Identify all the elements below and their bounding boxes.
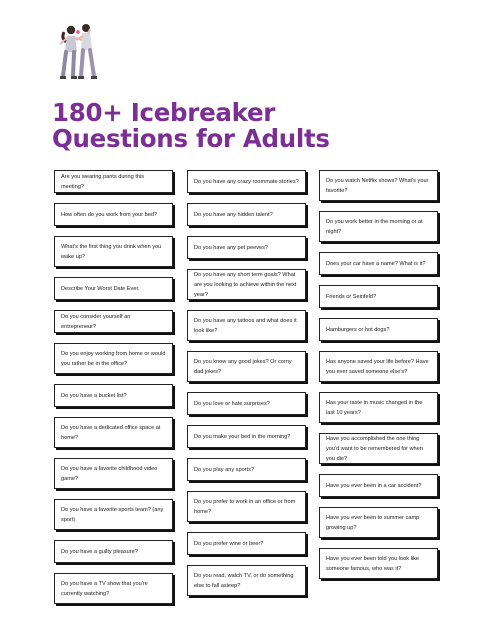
question-text: Hamburgers or hot dogs? (326, 326, 390, 333)
page-title (52, 100, 330, 152)
question-text: Have you accomplished the one thing you'd want to be remembered for when you die? (326, 435, 423, 462)
question-text: Describe Your Worst Date Ever. (61, 285, 140, 292)
question-text: Do you have any crazy roommate stories? (194, 178, 299, 185)
question-card (54, 236, 173, 267)
question-text: Does your car have a name? What is it? (326, 260, 426, 267)
question-text: Do you work better in the morning or at night? (326, 218, 423, 235)
question-card (319, 548, 438, 579)
question-text: Do you have a bucket list? (61, 392, 127, 399)
question-card (187, 532, 306, 555)
question-card (319, 170, 438, 201)
question-text: Do you have a TV show that you're currently watching? (61, 580, 148, 597)
question-card (319, 318, 438, 341)
question-text: Do you play any sports? (194, 466, 255, 473)
question-text: Do you prefer wine or beer? (194, 540, 264, 547)
question-card (54, 203, 173, 226)
question-text: Do you watch Netflix shows? What's your favorite? (326, 177, 429, 194)
question-card (319, 252, 438, 275)
question-text: Do you consider yourself an entrepreneur? (61, 313, 131, 330)
question-text: Do you have a favorite sports team? (any sport) (61, 506, 164, 523)
title-line-2: Questions for Adults (52, 124, 330, 153)
question-text: Do you have a guilty pleasure? (61, 548, 138, 555)
question-card (54, 343, 173, 374)
question-text: Do you have any hidden talent? (194, 211, 273, 218)
question-card (187, 425, 306, 448)
question-card (319, 392, 438, 423)
question-card (187, 491, 306, 522)
question-text: Have you ever been told you look like someone famous, who was it? (326, 555, 419, 572)
question-card (319, 433, 438, 464)
question-card (319, 285, 438, 308)
question-text: Have you ever been in a car accident? (326, 482, 422, 489)
question-card (54, 573, 173, 604)
question-card (187, 236, 306, 259)
question-card (319, 351, 438, 382)
question-text: Do you have any short term goals? What are you looking to achieve within the next year? (194, 271, 297, 298)
question-text: Do you have a favorite childhood video game? (61, 465, 158, 482)
question-text: Do you have a dedicated office space at home? (61, 424, 161, 441)
question-card (54, 499, 173, 530)
question-text: What's the first thing you drink when you wake up? (61, 243, 162, 260)
question-card (319, 474, 438, 497)
question-card (187, 310, 306, 341)
question-text: Do you know any good jokes? Or corny dad jokes? (194, 358, 292, 375)
title-line-1: 180+ Icebreaker (52, 98, 276, 127)
question-text: Do you have any tattoos and what does it look like? (194, 317, 297, 334)
question-card (54, 384, 173, 407)
question-text: Has your taste in music changed in the last 10 years? (326, 399, 423, 416)
question-text: Has anyone saved your life before? Have you ever saved someone else's? (326, 358, 429, 375)
question-card (187, 458, 306, 481)
question-text: How often do you work from your bed? (61, 211, 158, 218)
question-card (54, 310, 173, 333)
question-card (54, 458, 173, 489)
question-text: Friends or Seinfeld? (326, 293, 377, 300)
question-card (187, 392, 306, 415)
question-text: Do you enjoy working from home or would you rather be in the office? (61, 350, 166, 367)
question-card (187, 565, 306, 596)
question-text: Have you ever been to summer camp growing up? (326, 514, 420, 531)
question-card (187, 351, 306, 382)
question-text: Are you wearing pants during this meeting? (61, 173, 145, 190)
question-card (187, 170, 306, 193)
question-card (54, 540, 173, 563)
question-card (54, 277, 173, 300)
question-card (319, 507, 438, 538)
question-card (187, 269, 306, 300)
question-card (319, 211, 438, 242)
question-text: Do you read, watch TV, or do something else to fall asleep? (194, 572, 294, 589)
question-card (54, 417, 173, 448)
question-text: Do you have any pet peeves? (194, 244, 269, 251)
dancing-couple-illustration (50, 20, 110, 82)
question-text: Do you make your bed in the morning? (194, 433, 291, 440)
question-card (187, 203, 306, 226)
question-card (54, 170, 173, 193)
question-text: Do you love or hate surprises? (194, 400, 270, 407)
question-text: Do you prefer to work in an office or from home? (194, 498, 296, 515)
